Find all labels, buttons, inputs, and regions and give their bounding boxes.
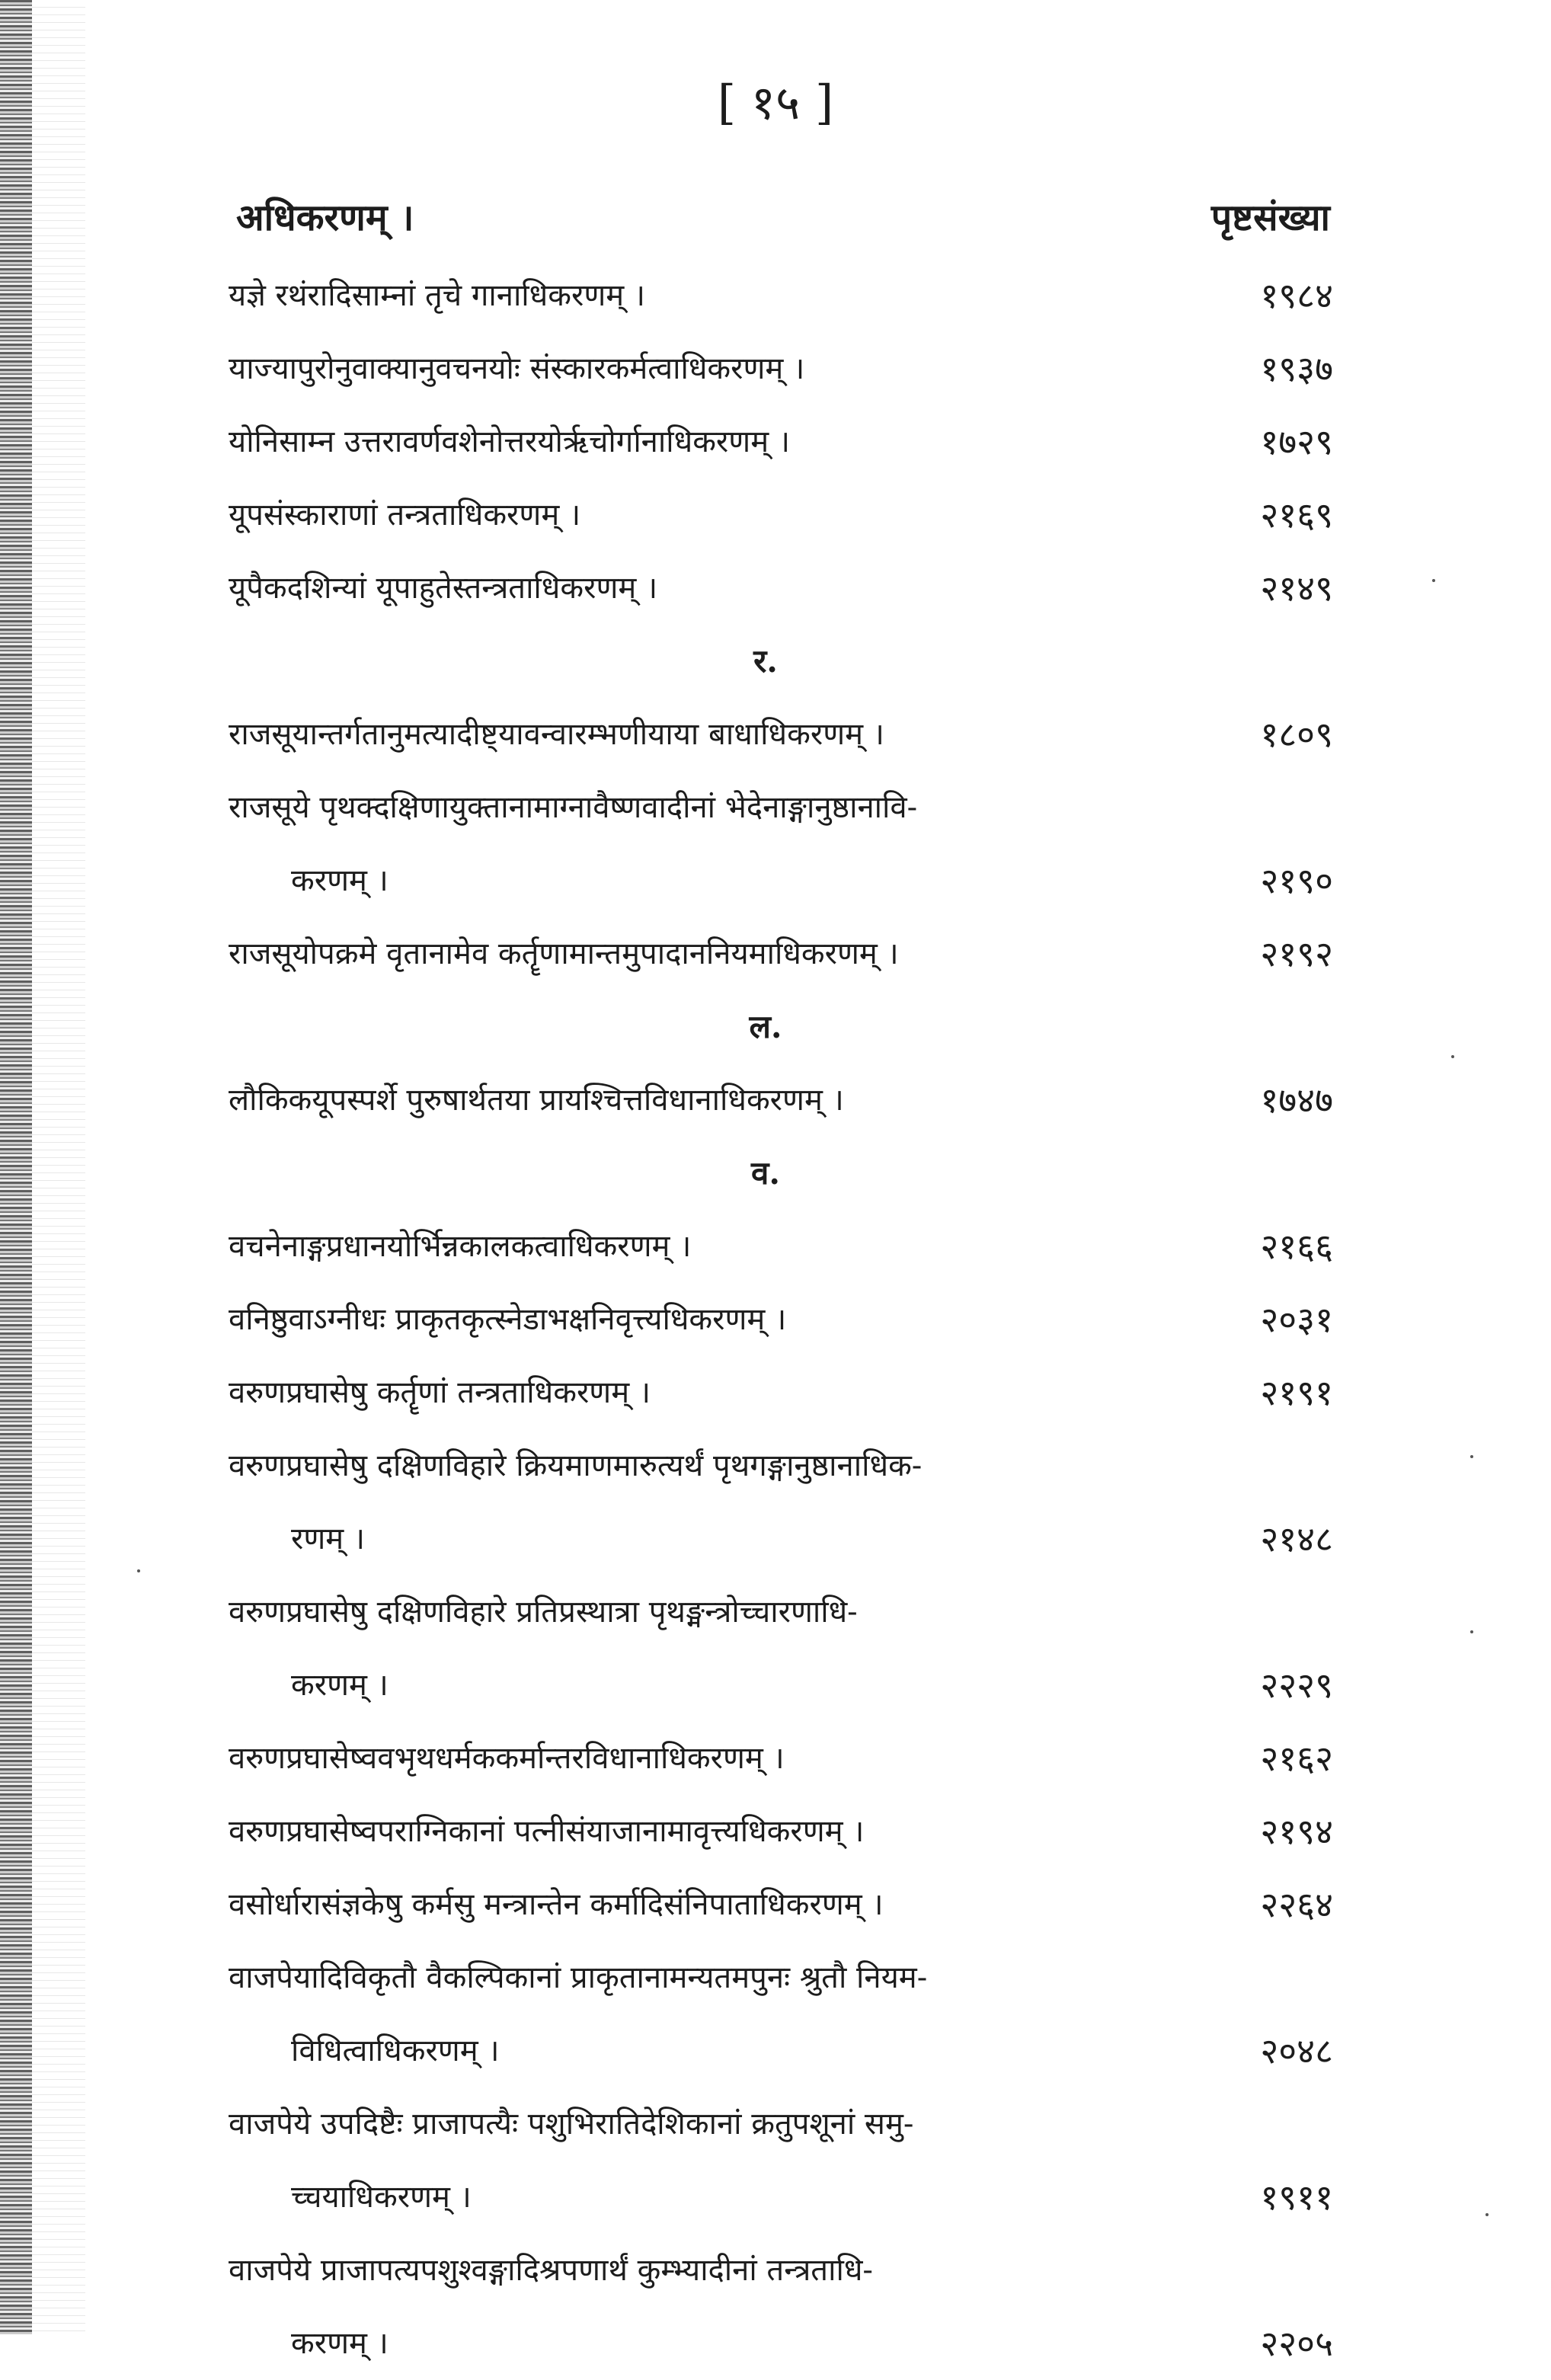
index-entry bbox=[229, 1210, 1333, 1283]
entry-page-number: १७२९ bbox=[1260, 421, 1333, 462]
index-entry bbox=[229, 332, 1333, 405]
entry-topic bbox=[229, 1575, 1158, 1722]
section-letter: र. bbox=[753, 642, 778, 680]
entry-topic bbox=[229, 1283, 1158, 1356]
entry-page-number: २१६६ bbox=[1260, 1226, 1333, 1267]
entry-topic-continuation: च्चयाधिकरणम् । bbox=[291, 2180, 472, 2215]
entry-topic bbox=[229, 2087, 1158, 2234]
entry-page-number: २१९० bbox=[1260, 860, 1333, 901]
entry-topic-line: यूपसंस्काराणां तन्त्रताधिकरणम् । bbox=[229, 497, 581, 533]
index-entry bbox=[229, 1356, 1333, 1429]
entry-page-number: १९११ bbox=[1260, 2177, 1333, 2218]
entry-topic-continuation: करणम् । bbox=[291, 2326, 389, 2361]
print-speck bbox=[1432, 579, 1435, 582]
index-entry bbox=[229, 1283, 1333, 1356]
print-speck bbox=[1451, 1055, 1454, 1058]
entry-topic-line: वरुणप्रघासेष्ववभृथधर्मककर्मान्तरविधानाधिकरणम् । bbox=[229, 1741, 785, 1776]
entry-topic bbox=[229, 478, 1158, 552]
entry-topic-line: वसोर्धारासंज्ञकेषु कर्मसु मन्त्रान्तेन कर्मादिसंनिपाताधिकरणम् । bbox=[229, 1887, 884, 1922]
entry-page-number: १७४७ bbox=[1260, 1080, 1333, 1121]
print-speck bbox=[1470, 1630, 1473, 1633]
entry-page-number: २१९१ bbox=[1260, 1372, 1333, 1413]
binding-edge bbox=[0, 0, 32, 2334]
index-entry bbox=[229, 917, 1333, 990]
index-entry bbox=[229, 1795, 1333, 1868]
index-entry bbox=[229, 1429, 1333, 1575]
entry-topic bbox=[229, 552, 1158, 625]
entry-topic bbox=[229, 771, 1158, 917]
entry-page-number: २१४८ bbox=[1260, 1518, 1333, 1559]
index-entry bbox=[229, 2234, 1333, 2380]
entry-topic-continuation: करणम् । bbox=[291, 863, 389, 898]
entry-topic-line: वचनेनाङ्गप्रधानयोर्भिन्नकालकत्वाधिकरणम् । bbox=[229, 1229, 692, 1264]
entry-topic bbox=[229, 1356, 1158, 1429]
section-letter: व. bbox=[751, 1154, 780, 1192]
entry-topic-line: वरुणप्रघासेषु दक्षिणविहारे प्रतिप्रस्थात्रा पृथङ्मन्त्रोच्चारणाधि- bbox=[229, 1595, 858, 1630]
entry-topic-line: यज्ञे रथंरादिसाम्नां तृचे गानाधिकरणम् । bbox=[229, 278, 646, 313]
entry-topic-line: वरुणप्रघासेष्वपराग्निकानां पत्नीसंयाजानामावृत्त्यधिकरणम् । bbox=[229, 1814, 865, 1849]
entry-topic-line: वाजपेयादिविकृतौ वैकल्पिकानां प्राकृतानामन्यतमपुनः श्रुतौ नियम- bbox=[229, 1960, 928, 1995]
entry-topic-line: यूपैकदशिन्यां यूपाहुतेस्तन्त्रताधिकरणम् । bbox=[229, 571, 658, 606]
index-entry bbox=[229, 552, 1333, 625]
print-speck bbox=[137, 1569, 140, 1572]
entry-topic-line: याज्यापुरोनुवाक्यानुवचनयोः संस्कारकर्मत्वाधिकरणम् । bbox=[229, 351, 805, 386]
entry-topic-continuation: करणम् । bbox=[291, 1668, 389, 1703]
entry-topic-line: वाजपेये प्राजापत्यपशुश्वङ्गादिश्रपणार्थं कुम्भ्यादीनां तन्त्रताधि- bbox=[229, 2253, 873, 2288]
entry-page-number: २१६२ bbox=[1260, 1738, 1333, 1779]
entry-topic bbox=[229, 1064, 1158, 1137]
entry-topic-line: वनिष्ठुवाऽग्नीधः प्राकृतकृत्स्नेडाभक्षनिवृत्त्यधिकरणम् । bbox=[229, 1302, 787, 1337]
entry-topic-line: राजसूये पृथक्दक्षिणायुक्तानामाग्नावैष्णवादीनां भेदेनाङ्गानुष्ठानावि- bbox=[229, 790, 918, 825]
entry-page-number: २२६४ bbox=[1260, 1884, 1333, 1925]
entry-topic bbox=[229, 2234, 1158, 2380]
entry-topic-line: राजसूयान्तर्गतानुमत्यादीष्ट्यावन्वारम्भणीयाया बाधाधिकरणम् । bbox=[229, 717, 884, 752]
index-entry bbox=[229, 1575, 1333, 1722]
print-speck bbox=[1470, 1455, 1473, 1458]
entry-topic bbox=[229, 1795, 1158, 1868]
index-entry bbox=[229, 259, 1333, 332]
column-header-page-count: पृष्टसंख्या bbox=[1210, 197, 1330, 239]
entry-topic bbox=[229, 917, 1158, 990]
entry-topic-continuation: विधित्वाधिकरणम् । bbox=[291, 2033, 500, 2068]
entry-topic-line: वरुणप्रघासेषु दक्षिणविहारे क्रियमाणमारुत्यर्थं पृथगङ्गानुष्ठानाधिक- bbox=[229, 1448, 923, 1483]
entry-page-number: १९८४ bbox=[1260, 275, 1333, 316]
index-entry bbox=[229, 1722, 1333, 1795]
entry-topic-line: वरुणप्रघासेषु कर्तॄणां तन्त्रताधिकरणम् । bbox=[229, 1375, 651, 1410]
entry-page-number: २०३१ bbox=[1260, 1299, 1333, 1340]
entry-page-number: २१९४ bbox=[1260, 1811, 1333, 1852]
section-letter: ल. bbox=[749, 1008, 782, 1045]
entry-topic bbox=[229, 1868, 1158, 1941]
entry-page-number: २१६९ bbox=[1260, 494, 1333, 536]
entry-topic bbox=[229, 405, 1158, 478]
entry-page-number: १९३७ bbox=[1260, 348, 1333, 389]
page-number: [ १५ ] bbox=[717, 75, 834, 130]
entry-topic bbox=[229, 259, 1158, 332]
entry-page-number: १८०९ bbox=[1260, 714, 1333, 755]
index-entry bbox=[229, 1064, 1333, 1137]
entry-topic bbox=[229, 1210, 1158, 1283]
entry-topic-line: राजसूयोपक्रमे वृतानामेव कर्तॄणामान्तमुपादाननियमाधिकरणम् । bbox=[229, 936, 899, 971]
index-entry bbox=[229, 2087, 1333, 2234]
index-entry bbox=[229, 405, 1333, 478]
entry-topic bbox=[229, 1722, 1158, 1795]
index-entry bbox=[229, 1868, 1333, 1941]
index-entry bbox=[229, 771, 1333, 917]
index-list bbox=[229, 259, 1333, 2380]
entry-page-number: २१४९ bbox=[1260, 568, 1333, 609]
column-header-topic: अधिकरणम् । bbox=[236, 197, 414, 239]
entry-page-number: २१९२ bbox=[1260, 933, 1333, 974]
entry-topic-line: योनिसाम्न उत्तरावर्णवशेनोत्तरयोर्ऋचोर्गानाधिकरणम् । bbox=[229, 424, 790, 459]
entry-topic-continuation: रणम् । bbox=[291, 1521, 366, 1556]
entry-topic bbox=[229, 1429, 1158, 1575]
entry-topic bbox=[229, 1941, 1158, 2087]
index-entry bbox=[229, 1941, 1333, 2087]
entry-page-number: २२०५ bbox=[1260, 2323, 1333, 2364]
entry-page-number: २२२९ bbox=[1260, 1665, 1333, 1706]
entry-topic bbox=[229, 698, 1158, 771]
index-entry bbox=[229, 478, 1333, 552]
index-entry bbox=[229, 698, 1333, 771]
entry-page-number: २०४८ bbox=[1260, 2030, 1333, 2071]
entry-topic bbox=[229, 332, 1158, 405]
entry-topic-line: लौकिकयूपस्पर्शे पुरुषार्थतया प्रायश्चित्तविधानाधिकरणम् । bbox=[229, 1083, 844, 1118]
entry-topic-line: वाजपेये उपदिष्टैः प्राजापत्यैः पशुभिरातिदेशिकानां क्रतुपशूनां समु- bbox=[229, 2106, 914, 2142]
print-speck bbox=[1485, 2213, 1489, 2216]
